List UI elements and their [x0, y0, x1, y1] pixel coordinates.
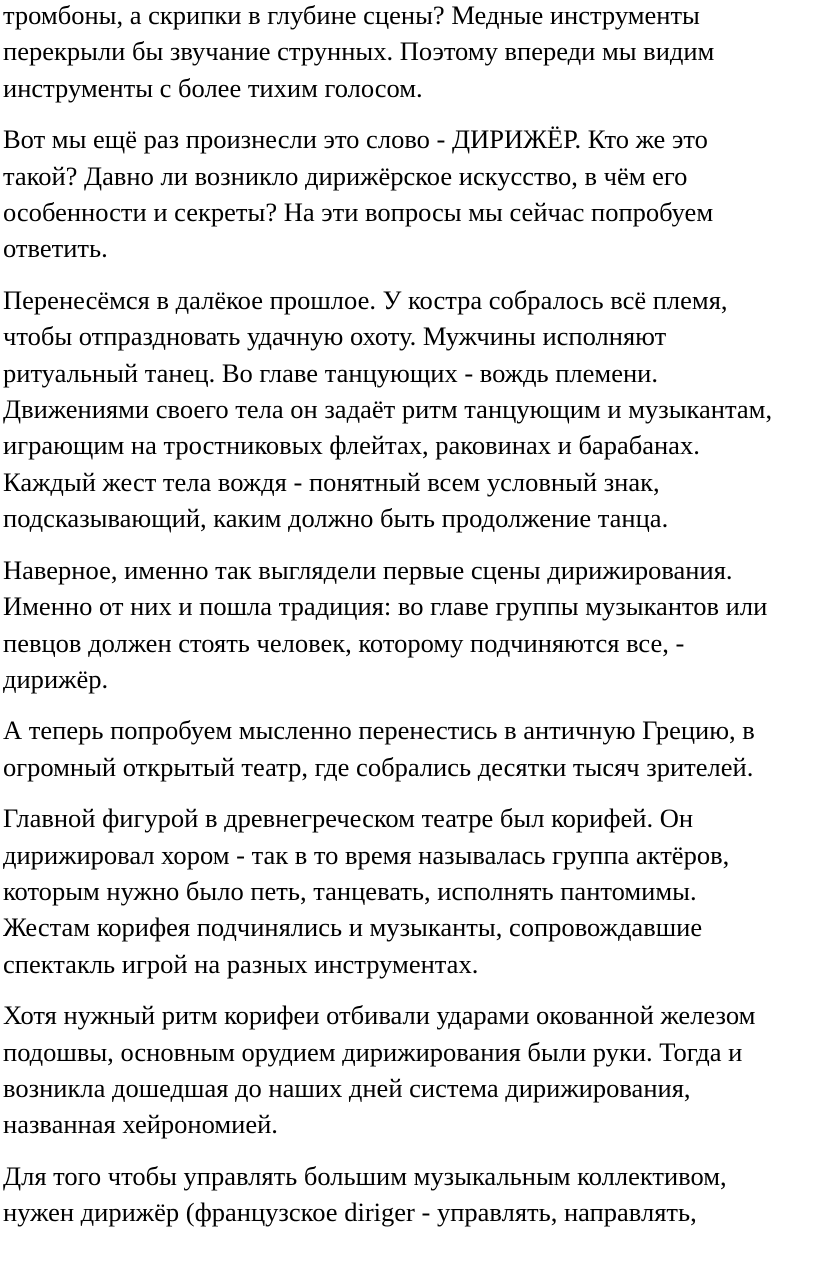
text-line: Наверное, именно так выглядели первые сцены дирижирования. — [3, 554, 733, 585]
text-line: играющим на тростниковых флейтах, раковинах и барабанах. — [3, 430, 700, 461]
text-line: особенности и секреты? На эти вопросы мы сейчас попробуем — [3, 197, 714, 228]
paragraph-4 — [3, 552, 816, 698]
text-line: подсказывающий, каким должно быть продолжение танца. — [3, 503, 669, 534]
text-line: Жестам корифея подчинялись и музыканты, сопровождавшие — [3, 912, 703, 943]
paragraph-3 — [3, 282, 816, 537]
text-line: такой? Давно ли возникло дирижёрское искусство, в чём его — [3, 160, 688, 191]
text-line: дирижировал хором - так в то время называлась группа актёров, — [3, 839, 730, 870]
paragraph-7 — [3, 997, 816, 1143]
text-line: ритуальный танец. Во главе танцующих - вождь племени. — [3, 357, 658, 388]
text-line: перекрыли бы звучание струнных. Поэтому впереди мы видим — [3, 36, 715, 67]
paragraph-8 — [3, 1158, 816, 1231]
paragraph-5 — [3, 712, 816, 785]
text-line: певцов должен стоять человек, которому подчиняются все, - — [3, 627, 685, 658]
text-line: Перенесёмся в далёкое прошлое. У костра собралось всё племя, — [3, 284, 728, 315]
text-line: Движениями своего тела он задаёт ритм танцующим и музыкантам, — [3, 394, 773, 425]
text-line: возникла дошедшая до наших дней система дирижирования, — [3, 1072, 691, 1103]
text-line: Хотя нужный ритм корифеи отбивали ударами окованной железом — [3, 1000, 756, 1031]
text-line: подошвы, основным орудием дирижирования были руки. Тогда и — [3, 1036, 743, 1067]
text-line: нужен дирижёр (французское diriger - управлять, направлять, — [3, 1197, 697, 1228]
text-line: чтобы отпраздновать удачную охоту. Мужчины исполняют — [3, 321, 667, 352]
text-line: тромбоны, а скрипки в глубине сцены? Медные инструменты — [3, 0, 700, 30]
text-line: спектакль игрой на разных инструментах. — [3, 948, 479, 979]
paragraph-1 — [3, 0, 816, 106]
text-line: Для того чтобы управлять большим музыкальным коллективом, — [3, 1160, 727, 1191]
text-line: названная хейрономией. — [3, 1109, 278, 1140]
text-line: Именно от них и пошла традиция: во главе группы музыкантов или — [3, 591, 768, 622]
text-line: дирижёр. — [3, 663, 109, 694]
paragraph-2 — [3, 121, 816, 267]
document-body — [3, 0, 816, 1231]
text-line: которым нужно было петь, танцевать, исполнять пантомимы. — [3, 875, 697, 906]
text-line: Главной фигурой в древнегреческом театре был корифей. Он — [3, 803, 694, 834]
paragraph-6 — [3, 800, 816, 982]
text-line: ответить. — [3, 233, 108, 264]
text-line: инструменты с более тихим голосом. — [3, 72, 423, 103]
text-line: огромный открытый театр, где собрались десятки тысяч зрителей. — [3, 751, 754, 782]
text-line: Вот мы ещё раз произнесли это слово - ДИРИЖЁР. Кто же это — [3, 124, 708, 155]
text-line: Каждый жест тела вождя - понятный всем условный знак, — [3, 466, 660, 497]
text-line: А теперь попробуем мысленно перенестись в античную Грецию, в — [3, 715, 755, 746]
